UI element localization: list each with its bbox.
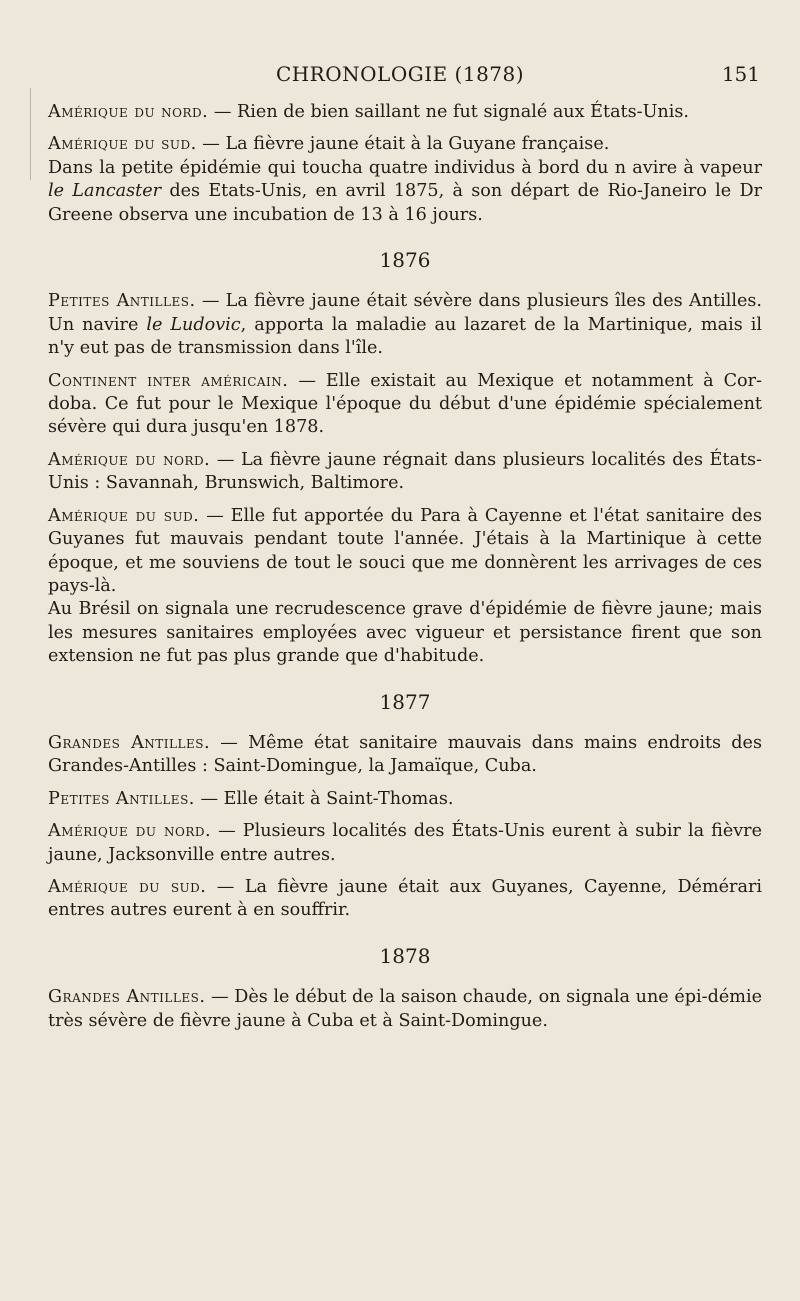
paragraph-text: , apporta la maladie au lazaret de la Martinique, mais il n'y eut pas de transmission dans l'île.: [48, 314, 762, 359]
paragraph-text: — Dès le début de la saison chaude, on signala une épi-démie très sévère de fièvre jaune à Cuba et à Saint-Domingue.: [48, 987, 762, 1031]
paragraph: [48, 290, 762, 360]
margin-rule: [30, 88, 31, 180]
paragraph: [48, 986, 762, 1033]
paragraph-text: Dans la petite épidémie qui toucha quatre individus à bord du n avire à vapeur: [48, 157, 762, 178]
region-heading: Amérique du sud.: [48, 505, 200, 526]
paragraph: [48, 788, 762, 811]
paragraph: [48, 133, 762, 156]
ship-name: le Ludovic: [146, 314, 241, 335]
paragraph-text: — Elle existait au Mexique et notamment à Cor-doba. Ce fut pour le Mexique l'époque du début d'une épidémie spécialement sévère qui dura jusqu'en 1878.: [48, 370, 762, 438]
paragraph-text: — La fièvre jaune était à la Guyane française.: [196, 134, 610, 155]
paragraph: [48, 370, 762, 440]
year-heading: 1876: [379, 248, 431, 273]
running-title: CHRONOLOGIE (1878): [275, 62, 525, 86]
paragraph-text: des Etats-Unis, en avril 1875, à son départ de Rio-Janeiro le Dr Greene observa une incubation de 13 à 16 jours.: [48, 181, 762, 225]
paragraph: [48, 876, 762, 923]
region-heading: Grandes Antilles.: [48, 732, 211, 753]
paragraph-text: — Rien de bien saillant ne fut signalé aux États-Unis.: [208, 102, 690, 122]
paragraph: [48, 101, 762, 124]
paragraph-text: — La fièvre jaune était sévère dans plusieurs îles des Antilles. Un navire: [48, 291, 762, 335]
ship-name: le Lancaster: [48, 181, 162, 202]
paragraph-text: — La fièvre jaune était aux Guyanes, Cayenne, Démérari entres autres eurent à en souffrir.: [48, 876, 762, 921]
paragraph-text: — Plusieurs localités des États-Unis eurent à subir la fièvre jaune, Jacksonville entre autres.: [48, 821, 762, 865]
paragraph-text: — Même état sanitaire mauvais dans mains endroits des Grandes-Antilles : Saint-Domingue, la Jamaïque, Cuba.: [48, 732, 762, 777]
page-header: [0, 62, 800, 92]
paragraph-text: Au Brésil on signala une recrudescence grave d'épidémie de fièvre jaune; mais les mesures sanitaires employées avec vigueur et persistance firent que son extension ne fut pas plus grande que d'habitude.: [48, 599, 762, 667]
region-heading: Amérique du nord.: [48, 449, 211, 470]
paragraph: [48, 505, 762, 599]
page-body: [48, 101, 762, 1042]
region-heading: Continent inter américain.: [48, 370, 289, 391]
region-heading: Amérique du sud.: [48, 876, 207, 897]
page-number: 151: [721, 62, 760, 86]
region-heading: Petites Antilles.: [48, 788, 195, 809]
region-heading: Amérique du nord.: [48, 102, 209, 122]
region-heading: Amérique du sud.: [48, 134, 197, 155]
region-heading: Petites Antilles.: [48, 291, 196, 312]
paragraph-text: — Elle fut apportée du Para à Cayenne et l'état sanitaire des Guyanes fut mauvais pendant toute l'année. J'étais à la Martinique à cette époque, et me souviens de tout le souci que me donnèrent les arrivages de ces pays-là.: [48, 505, 762, 596]
region-heading: Grandes Antilles.: [48, 987, 206, 1008]
paragraph: [48, 449, 762, 496]
year-heading: 1877: [379, 689, 431, 714]
paragraph-text: — Elle était à Saint-Thomas.: [194, 788, 454, 809]
region-heading: Amérique du nord.: [48, 821, 212, 842]
paragraph: [48, 732, 762, 779]
paragraph-text: — La fièvre jaune régnait dans plusieurs localités des États-Unis : Savannah, Brunswich, Baltimore.: [48, 449, 762, 494]
paragraph: [48, 598, 762, 668]
year-heading: 1878: [379, 943, 431, 968]
paragraph: [48, 157, 762, 227]
paragraph: [48, 820, 762, 867]
